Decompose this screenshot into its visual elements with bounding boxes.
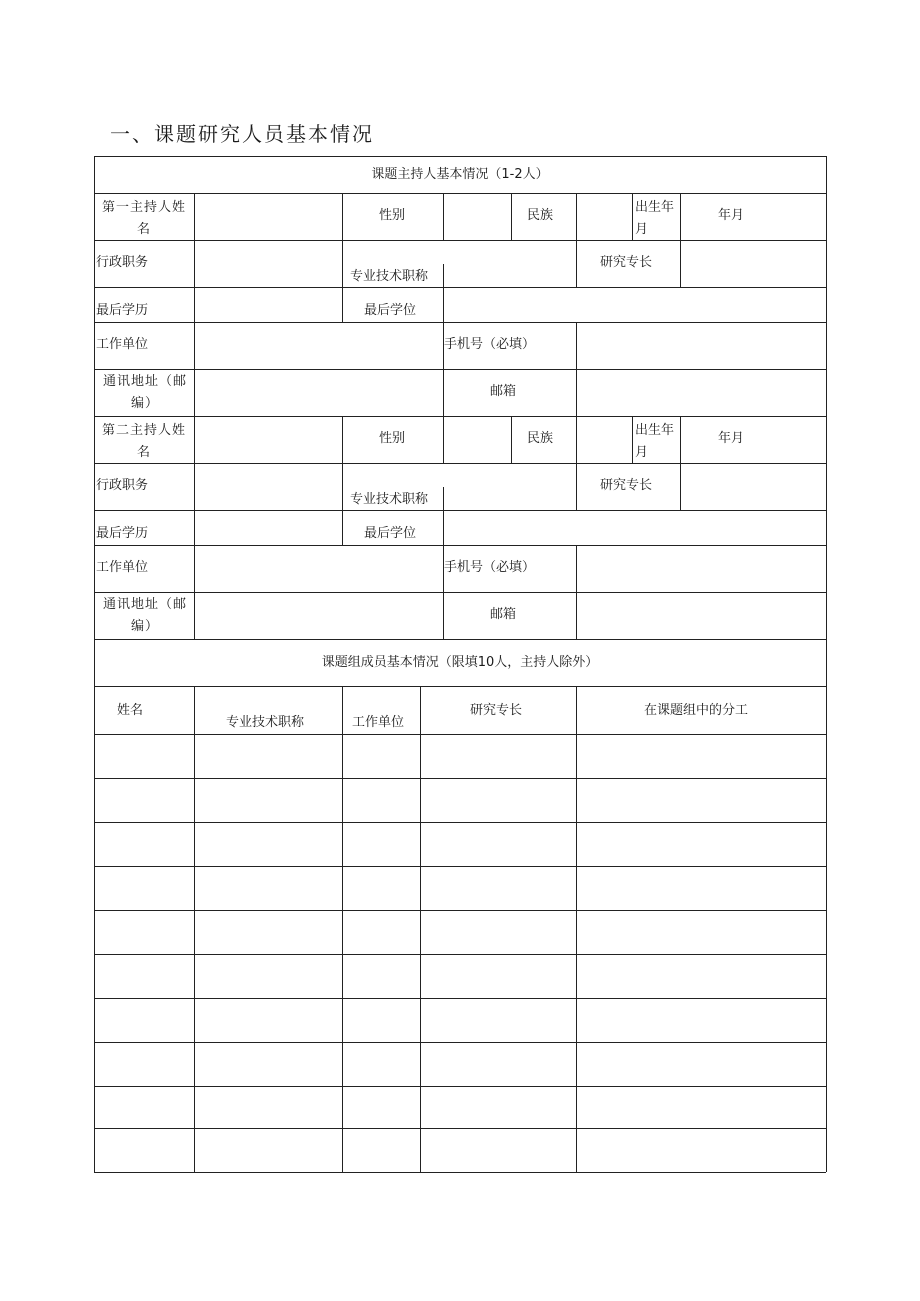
member-9-title-field[interactable] — [196, 1088, 340, 1126]
member-2-title-field[interactable] — [196, 780, 340, 820]
member-4-employer-field[interactable] — [344, 868, 418, 908]
member-1-title-field[interactable] — [196, 736, 340, 776]
first-host-education-label: 最后学历 — [96, 303, 149, 318]
members-col-expertise: 研究专长 — [470, 703, 523, 718]
member-5-name-field[interactable] — [96, 912, 192, 952]
member-3-role-field[interactable] — [578, 824, 824, 864]
first-host-address-field[interactable] — [196, 371, 441, 414]
member-10-title-field[interactable] — [196, 1130, 340, 1170]
second-host-phone-label: 手机号（必填） — [444, 560, 536, 575]
member-2-name-field[interactable] — [96, 780, 192, 820]
second-host-degree-label: 最后学位 — [364, 526, 417, 541]
first-host-phone-field[interactable] — [578, 324, 824, 367]
second-host-birth-label: 出生年月 — [635, 423, 675, 460]
members-section-header: 课题组成员基本情况（限填10人，主持人除外） — [321, 655, 599, 670]
members-col-title: 专业技术职称 — [226, 715, 305, 730]
first-host-title-field[interactable] — [445, 242, 574, 285]
first-host-education-field[interactable] — [196, 289, 340, 320]
second-host-address-label: 通讯地址（邮编） — [102, 597, 187, 634]
first-host-address-label: 通讯地址（邮编） — [102, 374, 187, 411]
member-2-employer-field[interactable] — [344, 780, 418, 820]
first-host-email-label: 邮箱 — [490, 384, 517, 399]
first-host-phone-label: 手机号（必填） — [444, 337, 536, 352]
first-host-employer-label: 工作单位 — [96, 337, 149, 352]
member-8-title-field[interactable] — [196, 1044, 340, 1084]
first-host-ethnicity-field[interactable] — [578, 195, 630, 238]
member-7-name-field[interactable] — [96, 1000, 192, 1040]
first-host-title-label: 专业技术职称 — [350, 269, 429, 284]
first-host-expertise-label: 研究专长 — [600, 255, 653, 270]
first-host-name-label: 第一主持人姓名 — [101, 200, 186, 237]
second-host-address-field[interactable] — [196, 594, 441, 637]
member-1-role-field[interactable] — [578, 736, 824, 776]
second-host-admin-label: 行政职务 — [96, 478, 149, 493]
member-5-expertise-field[interactable] — [422, 912, 574, 952]
second-host-email-field[interactable] — [578, 594, 824, 637]
member-1-name-field[interactable] — [96, 736, 192, 776]
member-3-title-field[interactable] — [196, 824, 340, 864]
member-6-title-field[interactable] — [196, 956, 340, 996]
second-host-admin-field[interactable] — [196, 465, 340, 508]
first-host-admin-label: 行政职务 — [96, 255, 149, 270]
first-host-admin-field[interactable] — [196, 242, 340, 285]
second-host-email-label: 邮箱 — [490, 607, 517, 622]
member-2-role-field[interactable] — [578, 780, 824, 820]
first-host-expertise-field[interactable] — [682, 242, 824, 285]
member-10-role-field[interactable] — [578, 1130, 824, 1170]
host-section-header: 课题主持人基本情况（1-2人） — [371, 167, 549, 182]
member-5-role-field[interactable] — [578, 912, 824, 952]
member-4-name-field[interactable] — [96, 868, 192, 908]
second-host-name-field[interactable] — [196, 418, 340, 461]
first-host-birth-label: 出生年月 — [635, 200, 675, 237]
second-host-employer-field[interactable] — [196, 547, 441, 590]
member-7-expertise-field[interactable] — [422, 1000, 574, 1040]
member-4-role-field[interactable] — [578, 868, 824, 908]
second-host-birth-value: 年月 — [718, 431, 745, 446]
first-host-birth-value: 年月 — [718, 208, 745, 223]
member-4-title-field[interactable] — [196, 868, 340, 908]
member-7-title-field[interactable] — [196, 1000, 340, 1040]
member-5-title-field[interactable] — [196, 912, 340, 952]
second-host-gender-label: 性别 — [379, 431, 406, 446]
member-5-employer-field[interactable] — [344, 912, 418, 952]
members-col-name: 姓名 — [117, 703, 144, 718]
second-host-degree-field[interactable] — [445, 512, 824, 543]
member-8-role-field[interactable] — [578, 1044, 824, 1084]
second-host-phone-field[interactable] — [578, 547, 824, 590]
second-host-education-label: 最后学历 — [96, 526, 149, 541]
member-2-expertise-field[interactable] — [422, 780, 574, 820]
member-3-expertise-field[interactable] — [422, 824, 574, 864]
member-6-name-field[interactable] — [96, 956, 192, 996]
member-6-employer-field[interactable] — [344, 956, 418, 996]
member-10-employer-field[interactable] — [344, 1130, 418, 1170]
member-1-expertise-field[interactable] — [422, 736, 574, 776]
member-6-role-field[interactable] — [578, 956, 824, 996]
first-host-degree-label: 最后学位 — [364, 303, 417, 318]
second-host-employer-label: 工作单位 — [96, 560, 149, 575]
member-7-employer-field[interactable] — [344, 1000, 418, 1040]
second-host-title-field[interactable] — [445, 465, 574, 508]
first-host-degree-field[interactable] — [445, 289, 824, 320]
member-8-name-field[interactable] — [96, 1044, 192, 1084]
second-host-education-field[interactable] — [196, 512, 340, 543]
second-host-expertise-field[interactable] — [682, 465, 824, 508]
second-host-expertise-label: 研究专长 — [600, 478, 653, 493]
second-host-gender-field[interactable] — [445, 418, 509, 461]
member-9-expertise-field[interactable] — [422, 1088, 574, 1126]
member-1-employer-field[interactable] — [344, 736, 418, 776]
second-host-ethnicity-field[interactable] — [578, 418, 630, 461]
member-7-role-field[interactable] — [578, 1000, 824, 1040]
first-host-gender-field[interactable] — [445, 195, 509, 238]
first-host-ethnicity-label: 民族 — [527, 208, 554, 223]
member-9-role-field[interactable] — [578, 1088, 824, 1126]
second-host-name-label: 第二主持人姓名 — [101, 423, 186, 460]
member-3-employer-field[interactable] — [344, 824, 418, 864]
member-9-name-field[interactable] — [96, 1088, 192, 1126]
member-3-name-field[interactable] — [96, 824, 192, 864]
members-col-employer: 工作单位 — [352, 715, 405, 730]
first-host-gender-label: 性别 — [379, 208, 406, 223]
member-8-employer-field[interactable] — [344, 1044, 418, 1084]
member-10-name-field[interactable] — [96, 1130, 192, 1170]
member-10-expertise-field[interactable] — [422, 1130, 574, 1170]
members-col-role: 在课题组中的分工 — [644, 703, 749, 718]
first-host-name-field[interactable] — [196, 195, 340, 238]
second-host-ethnicity-label: 民族 — [527, 431, 554, 446]
member-6-expertise-field[interactable] — [422, 956, 574, 996]
first-host-employer-field[interactable] — [196, 324, 441, 367]
section-title: 一、课题研究人员基本情况 — [110, 122, 374, 146]
member-4-expertise-field[interactable] — [422, 868, 574, 908]
first-host-email-field[interactable] — [578, 371, 824, 414]
member-9-employer-field[interactable] — [344, 1088, 418, 1126]
member-8-expertise-field[interactable] — [422, 1044, 574, 1084]
second-host-title-label: 专业技术职称 — [350, 492, 429, 507]
